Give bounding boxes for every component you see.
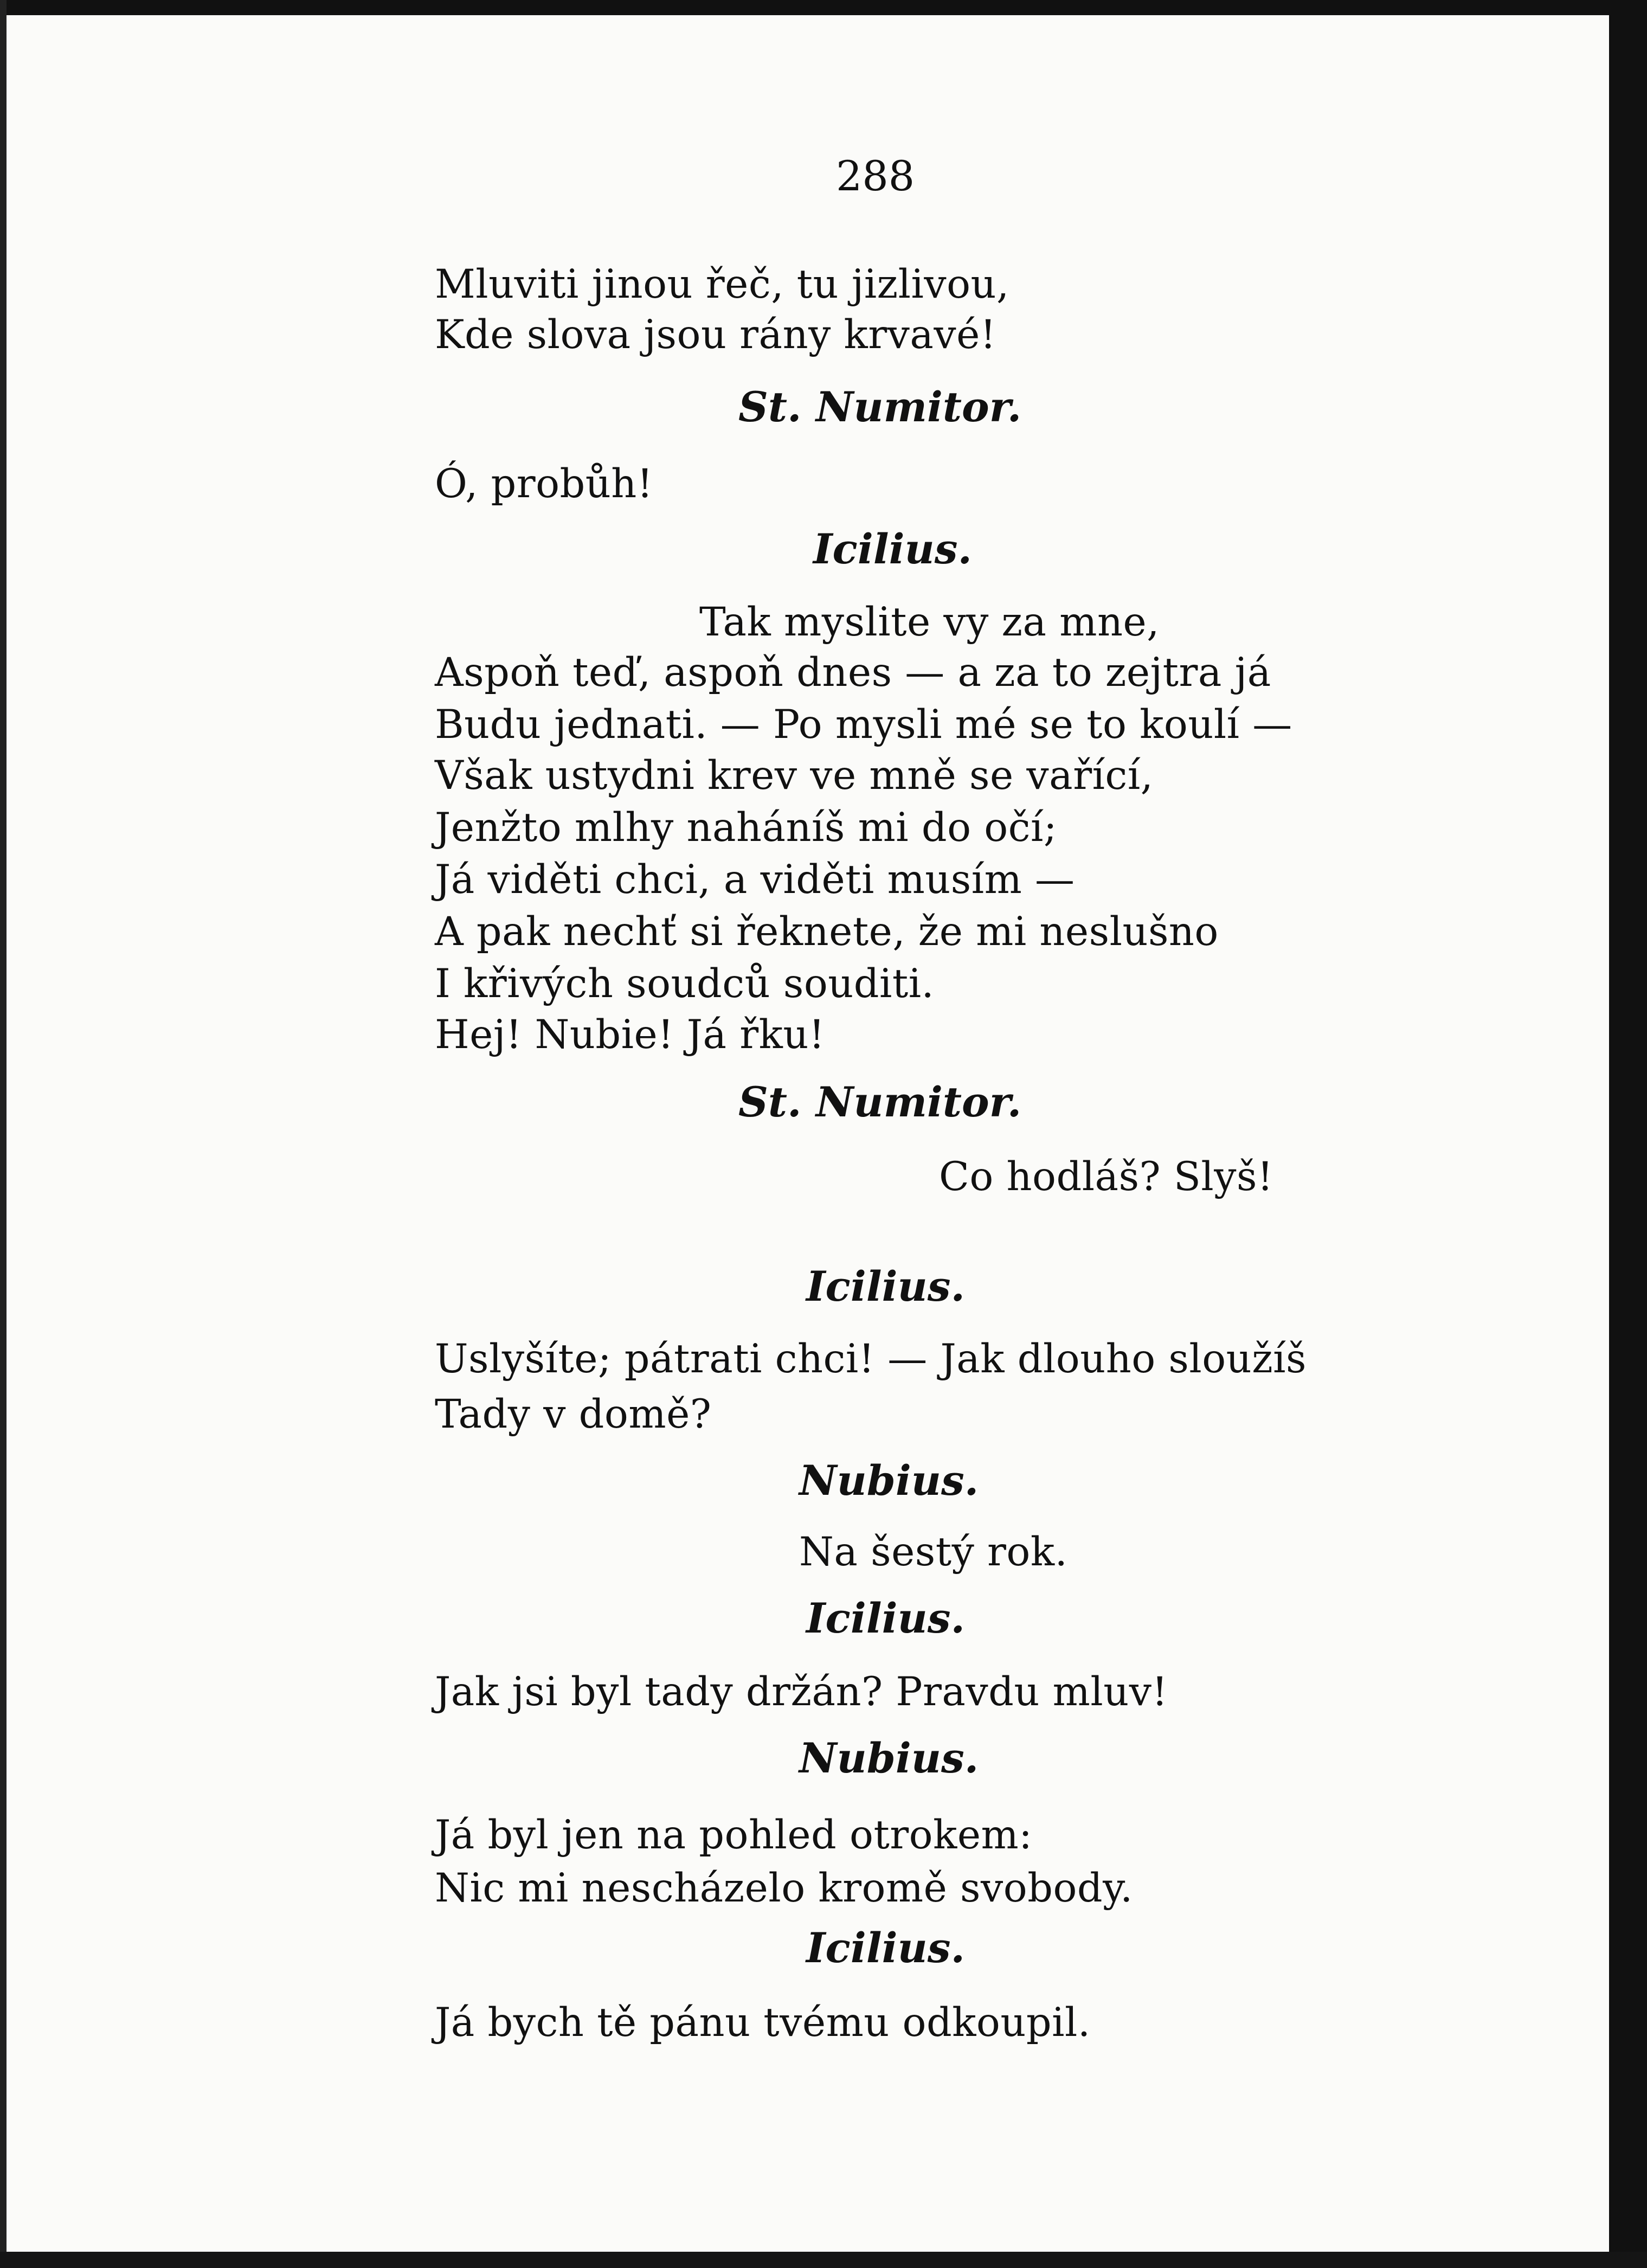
speaker-name: Icilius. [813, 525, 972, 573]
verse-line: Tady v domě? [435, 1391, 712, 1437]
verse-line: Ó, probůh! [435, 461, 653, 507]
scan-border-left [0, 0, 7, 2268]
speaker-name: Icilius. [806, 1594, 965, 1642]
speaker-name: St. Numitor. [738, 383, 1022, 431]
scan-border-top [0, 0, 1647, 15]
speaker-name: Nubius. [799, 1734, 979, 1782]
speaker-name: Nubius. [799, 1456, 979, 1505]
verse-line: I křivých soudců souditi. [435, 961, 935, 1007]
speaker-name: Icilius. [806, 1262, 965, 1310]
verse-line: Já bych tě pánu tvému odkoupil. [435, 2000, 1091, 2046]
verse-line: Tak myslite vy za mne, [699, 599, 1160, 645]
verse-line: Mluviti jinou řeč, tu jizlivou, [435, 261, 1009, 307]
verse-line: Co hodláš? Slyš! [939, 1154, 1273, 1200]
scan-border-bottom [0, 2252, 1647, 2268]
speaker-name: Icilius. [806, 1924, 965, 1972]
verse-line: Já viděti chci, a viděti musím — [435, 857, 1075, 903]
verse-line: Však ustydni krev ve mně se vařící, [435, 753, 1154, 799]
verse-line: Jenžto mlhy naháníš mi do očí; [435, 805, 1057, 851]
scan-border-right [1609, 0, 1647, 2268]
verse-line: Kde slova jsou rány krvavé! [435, 312, 996, 358]
verse-line: Na šestý rok. [799, 1529, 1068, 1575]
verse-line: Budu jednati. — Po mysli mé se to koulí — [435, 702, 1292, 748]
speaker-name: St. Numitor. [738, 1078, 1022, 1126]
verse-line: Jak jsi byl tady držán? Pravdu mluv! [435, 1669, 1168, 1715]
verse-line: Aspoň teď, aspoň dnes — a za to zejtra já [435, 650, 1271, 696]
verse-line: Hej! Nubie! Já řku! [435, 1012, 825, 1058]
page-number: 288 [836, 152, 915, 200]
verse-line: Já byl jen na pohled otrokem: [435, 1812, 1033, 1858]
verse-line: A pak nechť si řeknete, že mi neslušno [435, 909, 1219, 955]
verse-line: Uslyšíte; pátrati chci! — Jak dlouho sloužíš [435, 1336, 1307, 1382]
book-page [7, 15, 1609, 2252]
verse-line: Nic mi nescházelo kromě svobody. [435, 1865, 1133, 1911]
